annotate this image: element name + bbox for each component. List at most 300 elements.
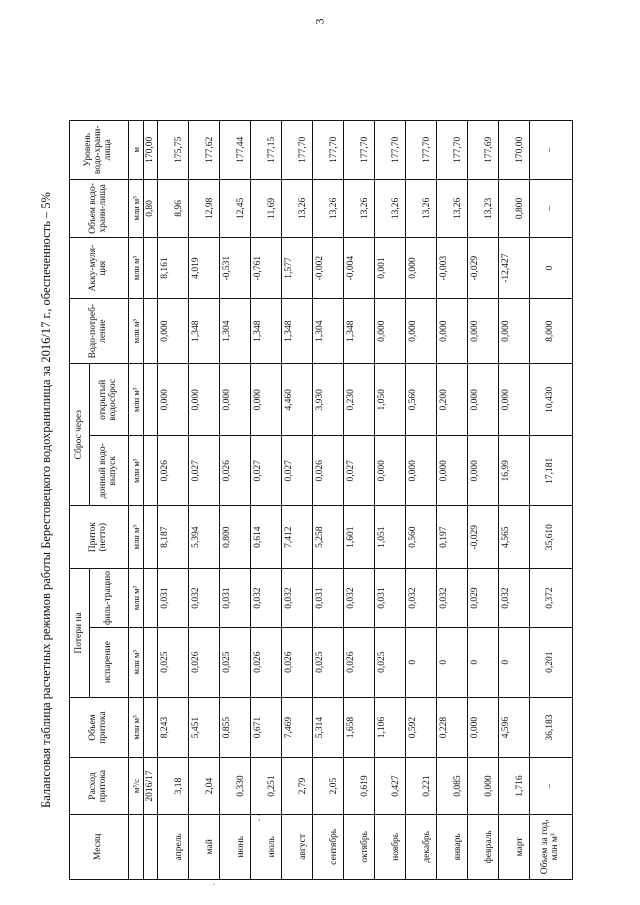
cell-open-spillway-text: 0,000 <box>160 389 171 411</box>
cell-month-text: май <box>205 839 216 855</box>
cell-net-inflow-text: 5,258 <box>315 526 326 548</box>
cell-net-inflow-text: 0,560 <box>408 526 419 548</box>
cell-bottom-outlet <box>344 436 375 506</box>
cell-water-use-text: 1,348 <box>346 320 357 342</box>
cell-month <box>189 814 220 879</box>
header-net-inflow: Приток (нетто) <box>70 506 129 569</box>
note-initial-level: 170,00 <box>144 121 158 180</box>
cell-accumulation-text: -12,427 <box>501 253 512 283</box>
cell-evaporation <box>313 627 344 697</box>
cell-inflow-rate <box>158 758 189 814</box>
cell-bottom-outlet <box>158 436 189 506</box>
cell-net-inflow-text: 7,412 <box>284 526 295 548</box>
cell-bottom-outlet-text: 0,000 <box>439 460 450 482</box>
cell-month <box>251 814 282 879</box>
cell-water-use-text: 0,000 <box>501 320 512 342</box>
cell-evaporation-text: 0 <box>439 659 450 665</box>
cell-storage-volume-text: 13,26 <box>298 197 309 220</box>
cell-bottom-outlet <box>220 436 251 506</box>
header-evaporation: испарение <box>90 627 129 697</box>
cell-inflow-volume-text: 4,596 <box>501 716 512 739</box>
cell-open-spillway <box>158 364 189 436</box>
cell-water-level <box>282 121 313 180</box>
cell-open-spillway-text: 0,000 <box>470 389 481 411</box>
cell-bottom-outlet <box>251 436 282 506</box>
cell-evaporation-text: 0,026 <box>191 651 202 673</box>
total-rate: – <box>530 758 573 814</box>
cell-inflow-rate-text: 0,000 <box>484 775 495 797</box>
header-accumulation: Акку-муля-ция <box>70 238 129 299</box>
cell-filtration <box>437 569 468 628</box>
cell-inflow-rate-text: 0,427 <box>391 775 402 797</box>
document-title: Балансовая таблица расчетных режимов работы Берестовецкого водохранилища за 2016/17 г., обеспеченность – 5% <box>39 192 53 808</box>
cell-bottom-outlet <box>437 436 468 506</box>
cell-inflow-volume-text: 5,451 <box>191 716 202 739</box>
cell-filtration-text: 0,031 <box>222 587 233 609</box>
cell-net-inflow <box>189 506 220 569</box>
unit-evaporation: млн м³ <box>129 627 144 697</box>
cell-inflow-rate <box>437 758 468 814</box>
cell-bottom-outlet <box>282 436 313 506</box>
cell-month-text: октябрь <box>360 831 371 863</box>
cell-accumulation-text: 0,000 <box>408 257 419 279</box>
cell-inflow-volume <box>468 697 499 758</box>
cell-evaporation-text: 0,026 <box>284 651 295 673</box>
cell-open-spillway-text: 1,050 <box>377 389 388 411</box>
cell-water-level-text: 177,70 <box>453 136 464 163</box>
cell-water-level <box>189 121 220 180</box>
cell-month-text: ноябрь <box>391 832 402 861</box>
cell-open-spillway <box>220 364 251 436</box>
cell-bottom-outlet-text: 0,026 <box>315 460 326 482</box>
header-month: Месяц <box>70 814 129 879</box>
cell-evaporation <box>468 627 499 697</box>
cell-water-use-text: 1,304 <box>315 320 326 342</box>
cell-net-inflow-text: 0,614 <box>253 526 264 548</box>
page-number: 3 <box>312 18 327 25</box>
table-row <box>189 121 220 880</box>
table-row <box>251 121 282 880</box>
cell-inflow-volume-text: 0,855 <box>222 716 233 739</box>
cell-water-use <box>251 298 282 363</box>
cell-accumulation-text: 1,577 <box>284 257 295 279</box>
note-empty <box>144 569 158 628</box>
cell-bottom-outlet-text: 0,000 <box>470 460 481 482</box>
cell-bottom-outlet-text: 0,000 <box>408 460 419 482</box>
cell-inflow-rate <box>313 758 344 814</box>
note-empty <box>144 298 158 363</box>
cell-inflow-volume <box>375 697 406 758</box>
cell-storage-volume <box>375 179 406 238</box>
cell-water-level <box>437 121 468 180</box>
cell-month <box>406 814 437 879</box>
cell-filtration <box>313 569 344 628</box>
cell-accumulation <box>189 238 220 299</box>
cell-filtration <box>468 569 499 628</box>
note-empty <box>144 697 158 758</box>
unit-water-level: м <box>129 121 144 180</box>
cell-open-spillway <box>437 364 468 436</box>
cell-water-use <box>375 298 406 363</box>
cell-net-inflow-text: 1,051 <box>377 526 388 548</box>
cell-month-text: декабрь <box>422 831 433 863</box>
cell-inflow-rate-text: 1,716 <box>515 775 526 797</box>
cell-inflow-rate-text: 0,619 <box>360 775 371 797</box>
cell-accumulation <box>437 238 468 299</box>
cell-filtration-text: 0,031 <box>160 587 171 609</box>
cell-water-use-text: 0,000 <box>470 320 481 342</box>
cell-water-use-text: 1,304 <box>222 320 233 342</box>
cell-inflow-volume <box>344 697 375 758</box>
cell-open-spillway-text: 0,000 <box>191 389 202 411</box>
note-initial-storage: 0,80 <box>144 179 158 238</box>
cell-water-level <box>220 121 251 180</box>
total-storage-volume: – <box>530 179 573 238</box>
cell-accumulation-text: 0,001 <box>377 257 388 279</box>
cell-month <box>499 814 530 879</box>
cell-inflow-rate <box>282 758 313 814</box>
cell-month-text: март <box>515 837 526 857</box>
cell-evaporation <box>375 627 406 697</box>
cell-accumulation-text: -0,761 <box>253 255 264 281</box>
cell-evaporation <box>158 627 189 697</box>
cell-storage-volume <box>344 179 375 238</box>
cell-storage-volume-text: 8,96 <box>174 200 185 217</box>
cell-net-inflow-text: 0,800 <box>222 526 233 548</box>
cell-net-inflow <box>375 506 406 569</box>
cell-inflow-rate <box>344 758 375 814</box>
cell-water-level-text: 177,70 <box>298 136 309 163</box>
cell-water-level-text: 177,44 <box>236 136 247 163</box>
unit-inflow-volume: млн м³ <box>129 697 144 758</box>
cell-bottom-outlet-text: 0,026 <box>160 460 171 482</box>
cell-evaporation-text: 0 <box>408 659 419 665</box>
cell-storage-volume-text: 0,800 <box>515 197 526 220</box>
cell-filtration-text: 0,032 <box>439 587 450 609</box>
cell-month-text: сентябрь <box>329 828 340 865</box>
cell-accumulation-text: -0,004 <box>346 255 357 281</box>
cell-inflow-volume <box>437 697 468 758</box>
cell-accumulation <box>499 238 530 299</box>
cell-inflow-volume-text: 8,243 <box>160 716 171 739</box>
cell-month <box>282 814 313 879</box>
cell-evaporation <box>189 627 220 697</box>
cell-filtration <box>344 569 375 628</box>
cell-filtration-text: 0,029 <box>470 587 481 609</box>
cell-open-spillway-text: 0,230 <box>346 389 357 411</box>
cell-evaporation <box>406 627 437 697</box>
cell-inflow-rate <box>406 758 437 814</box>
cell-water-use <box>220 298 251 363</box>
cell-water-level-text: 177,70 <box>329 136 340 163</box>
cell-filtration-text: 0,032 <box>501 587 512 609</box>
unit-filtration: млн м³ <box>129 569 144 628</box>
header-storage-volume: Объем водо-храни-лища <box>70 179 129 238</box>
cell-bottom-outlet-text: 0,000 <box>377 460 388 482</box>
cell-bottom-outlet <box>406 436 437 506</box>
table-row <box>499 121 530 880</box>
cell-accumulation <box>313 238 344 299</box>
cell-inflow-volume-text: 0,000 <box>470 716 481 739</box>
cell-net-inflow-text: 4,565 <box>501 526 512 548</box>
cell-filtration <box>406 569 437 628</box>
cell-water-use-text: 1,348 <box>253 320 264 342</box>
cell-inflow-volume <box>313 697 344 758</box>
cell-bottom-outlet-text: 0,027 <box>191 460 202 482</box>
table-row <box>282 121 313 880</box>
note-empty <box>144 364 158 436</box>
header-inflow-volume: Объем притока <box>70 697 129 758</box>
cell-month <box>344 814 375 879</box>
cell-net-inflow <box>406 506 437 569</box>
cell-month-text: июль <box>267 836 278 858</box>
cell-net-inflow <box>437 506 468 569</box>
cell-water-use-text: 1,348 <box>191 320 202 342</box>
unit-accumulation: млн м³ <box>129 238 144 299</box>
cell-storage-volume <box>468 179 499 238</box>
cell-water-level-text: 177,70 <box>422 136 433 163</box>
cell-net-inflow-text: -0,029 <box>470 524 481 550</box>
header-losses-group: Потери на <box>70 569 90 697</box>
cell-net-inflow <box>251 506 282 569</box>
cell-inflow-volume <box>282 697 313 758</box>
cell-water-use <box>406 298 437 363</box>
cell-water-level <box>468 121 499 180</box>
cell-water-level-text: 177,62 <box>205 136 216 163</box>
cell-net-inflow-text: 8,187 <box>160 526 171 548</box>
total-inflow: 36,183 <box>530 697 573 758</box>
cell-evaporation <box>344 627 375 697</box>
cell-bottom-outlet-text: 16,99 <box>501 460 512 482</box>
cell-accumulation-text: -0,531 <box>222 255 233 281</box>
cell-month <box>158 814 189 879</box>
cell-inflow-volume <box>189 697 220 758</box>
cell-evaporation-text: 0,025 <box>160 651 171 673</box>
cell-bottom-outlet <box>189 436 220 506</box>
cell-filtration <box>220 569 251 628</box>
cell-water-use-text: 0,000 <box>408 320 419 342</box>
cell-inflow-volume <box>406 697 437 758</box>
cell-water-use <box>189 298 220 363</box>
cell-accumulation <box>251 238 282 299</box>
cell-filtration-text: 0,032 <box>346 587 357 609</box>
cell-storage-volume-text: 13,26 <box>391 197 402 220</box>
cell-open-spillway-text: 4,460 <box>284 389 295 411</box>
unit-water-use: млн м³ <box>129 298 144 363</box>
total-open-spillway: 10,430 <box>530 364 573 436</box>
cell-storage-volume-text: 12,98 <box>205 197 216 220</box>
cell-accumulation-text: -0,003 <box>439 255 450 281</box>
header-filtration: филь-трацию <box>90 569 129 628</box>
cell-open-spillway-text: 0,000 <box>222 389 233 411</box>
cell-water-level <box>499 121 530 180</box>
cell-water-level-text: 175,75 <box>174 136 185 163</box>
cell-storage-volume-text: 13,26 <box>360 197 371 220</box>
cell-evaporation-text: 0 <box>501 659 512 665</box>
initial-state-row <box>144 121 158 880</box>
cell-month <box>313 814 344 879</box>
cell-inflow-volume-text: 5,314 <box>315 716 326 739</box>
cell-open-spillway <box>189 364 220 436</box>
cell-evaporation <box>499 627 530 697</box>
cell-open-spillway <box>344 364 375 436</box>
cell-accumulation <box>158 238 189 299</box>
cell-inflow-rate-text: 0,221 <box>422 775 433 797</box>
cell-evaporation <box>282 627 313 697</box>
unit-month <box>129 814 144 879</box>
cell-storage-volume <box>499 179 530 238</box>
cell-open-spillway <box>313 364 344 436</box>
cell-water-use-text: 0,000 <box>160 320 171 342</box>
cell-water-level-text: 170,00 <box>515 136 526 163</box>
cell-month-text: июнь <box>236 836 247 858</box>
cell-filtration <box>282 569 313 628</box>
total-water-use: 8,000 <box>530 298 573 363</box>
cell-inflow-volume-text: 0,228 <box>439 716 450 739</box>
unit-open-spillway: млн м³ <box>129 364 144 436</box>
cell-storage-volume <box>158 179 189 238</box>
cell-inflow-rate-text: 3,18 <box>174 777 185 795</box>
cell-inflow-volume <box>158 697 189 758</box>
cell-storage-volume <box>282 179 313 238</box>
header-water-use: Водо-потреб-ление <box>70 298 129 363</box>
cell-filtration <box>251 569 282 628</box>
cell-filtration-text: 0,031 <box>377 587 388 609</box>
note-empty <box>144 238 158 299</box>
cell-open-spillway <box>282 364 313 436</box>
cell-inflow-rate-text: 0,330 <box>236 775 247 797</box>
balance-table <box>69 120 573 880</box>
table-row <box>375 121 406 880</box>
cell-open-spillway-text: 0,000 <box>253 389 264 411</box>
cell-open-spillway-text: 0,560 <box>408 389 419 411</box>
total-filtration: 0,372 <box>530 569 573 628</box>
cell-accumulation-text: 8,161 <box>160 257 171 279</box>
cell-month-text: январь <box>453 833 464 861</box>
cell-water-level-text: 177,70 <box>360 136 371 163</box>
cell-evaporation <box>251 627 282 697</box>
cell-water-level-text: 177,15 <box>267 136 278 163</box>
unit-bottom-outlet: млн м³ <box>129 436 144 506</box>
cell-bottom-outlet-text: 0,026 <box>222 460 233 482</box>
cell-water-level <box>313 121 344 180</box>
cell-water-use-text: 0,000 <box>377 320 388 342</box>
cell-evaporation-text: 0 <box>470 659 481 665</box>
cell-water-use <box>468 298 499 363</box>
cell-open-spillway-text: 0,000 <box>501 389 512 411</box>
cell-water-use <box>499 298 530 363</box>
cell-accumulation-text: 4,019 <box>191 257 202 279</box>
cell-water-use <box>282 298 313 363</box>
cell-bottom-outlet <box>313 436 344 506</box>
cell-water-level <box>375 121 406 180</box>
cell-inflow-rate-text: 2,79 <box>298 777 309 795</box>
total-row <box>530 121 573 880</box>
cell-storage-volume <box>189 179 220 238</box>
cell-evaporation-text: 0,026 <box>253 651 264 673</box>
cell-open-spillway <box>251 364 282 436</box>
total-water-level: – <box>530 121 573 180</box>
cell-inflow-volume <box>220 697 251 758</box>
cell-bottom-outlet <box>375 436 406 506</box>
total-net-inflow: 35,610 <box>530 506 573 569</box>
cell-bottom-outlet-text: 0,027 <box>284 460 295 482</box>
cell-bottom-outlet-text: 0,027 <box>346 460 357 482</box>
cell-accumulation <box>468 238 499 299</box>
table-row <box>437 121 468 880</box>
header-bottom-outlet: донный водо-выпуск <box>90 436 129 506</box>
cell-inflow-volume <box>499 697 530 758</box>
table-row <box>344 121 375 880</box>
cell-inflow-rate <box>468 758 499 814</box>
cell-accumulation <box>344 238 375 299</box>
cell-filtration <box>375 569 406 628</box>
cell-water-use <box>344 298 375 363</box>
cell-water-level <box>406 121 437 180</box>
cell-storage-volume-text: 13,26 <box>422 197 433 220</box>
total-bottom-outlet: 17,181 <box>530 436 573 506</box>
cell-inflow-rate <box>375 758 406 814</box>
cell-filtration <box>499 569 530 628</box>
cell-filtration-text: 0,032 <box>191 587 202 609</box>
note-empty <box>144 436 158 506</box>
cell-inflow-rate-text: 0,085 <box>453 775 464 797</box>
cell-open-spillway <box>375 364 406 436</box>
unit-inflow-rate: м³/с <box>129 758 144 814</box>
cell-storage-volume <box>251 179 282 238</box>
cell-water-use-text: 0,000 <box>439 320 450 342</box>
cell-filtration <box>189 569 220 628</box>
cell-month-text: апрель <box>174 833 185 861</box>
cell-open-spillway-text: 3,930 <box>315 389 326 411</box>
cell-open-spillway <box>499 364 530 436</box>
cell-inflow-rate <box>499 758 530 814</box>
unit-net-inflow: млн м³ <box>129 506 144 569</box>
cell-water-use <box>158 298 189 363</box>
cell-month-text: февраль <box>484 830 495 864</box>
cell-inflow-rate <box>251 758 282 814</box>
cell-net-inflow-text: 5,394 <box>191 526 202 548</box>
cell-inflow-volume-text: 1,106 <box>377 716 388 739</box>
cell-inflow-volume-text: 7,469 <box>284 716 295 739</box>
cell-inflow-rate-text: 2,04 <box>205 777 216 795</box>
cell-storage-volume <box>406 179 437 238</box>
note-year: 2016/17 <box>144 758 158 814</box>
table-row <box>158 121 189 880</box>
cell-storage-volume <box>220 179 251 238</box>
cell-inflow-rate-text: 2,05 <box>329 777 340 795</box>
cell-accumulation <box>220 238 251 299</box>
cell-storage-volume-text: 12,45 <box>236 197 247 220</box>
cell-accumulation-text: -0,002 <box>315 255 326 281</box>
cell-net-inflow <box>220 506 251 569</box>
cell-storage-volume-text: 11,69 <box>267 197 278 219</box>
table-row <box>220 121 251 880</box>
cell-inflow-volume <box>251 697 282 758</box>
cell-evaporation-text: 0,025 <box>377 651 388 673</box>
cell-net-inflow-text: 0,197 <box>439 526 450 548</box>
cell-inflow-volume-text: 0,671 <box>253 716 264 739</box>
note-empty <box>144 506 158 569</box>
cell-open-spillway-text: 0,200 <box>439 389 450 411</box>
cell-inflow-volume-text: 0,592 <box>408 716 419 739</box>
note-empty <box>144 627 158 697</box>
cell-water-level <box>251 121 282 180</box>
cell-filtration-text: 0,031 <box>315 587 326 609</box>
cell-net-inflow <box>282 506 313 569</box>
cell-month-text: август <box>298 833 309 860</box>
header-water-level: Уровень водо-храни-лища <box>70 121 129 180</box>
